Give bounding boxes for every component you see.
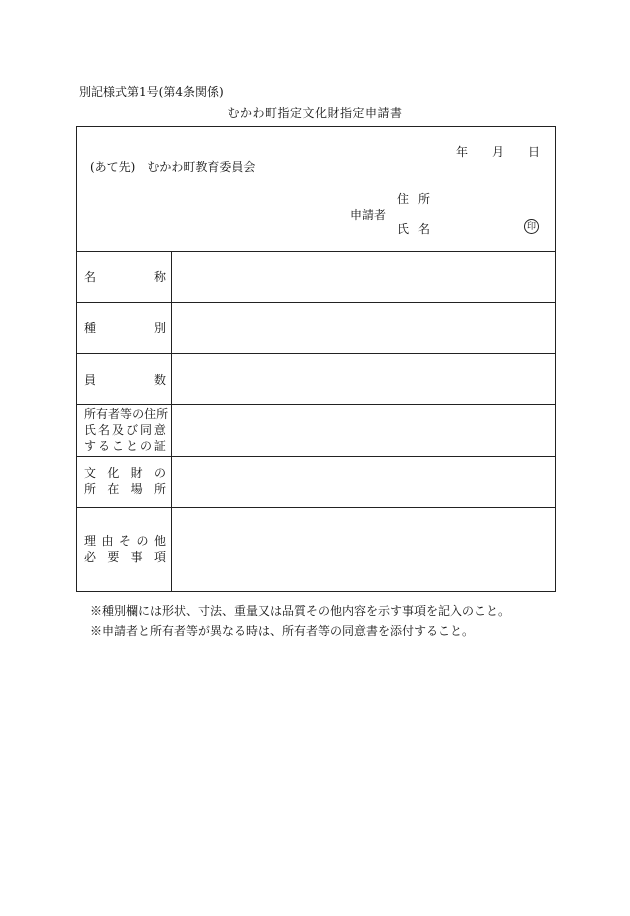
addressee: (あて先) むかわ町教育委員会 xyxy=(90,160,256,174)
seal-mark: 印 xyxy=(524,219,539,234)
row-label-count: 員 数 xyxy=(84,373,166,387)
divider-row-4 xyxy=(77,456,555,457)
divider-row-3 xyxy=(77,404,555,405)
note-consent: ※申請者と所有者等が異なる時は、所有者等の同意書を添付すること。 xyxy=(90,624,475,638)
application-form-table xyxy=(76,126,556,592)
row-label-type: 種 別 xyxy=(84,321,166,335)
form-number: 別記様式第1号(第4条関係) xyxy=(79,85,224,99)
row-label-location: 文 化 財 の 所 在 場 所 xyxy=(84,466,166,496)
note-type-field: ※種別欄には形状、寸法、重量又は品質その他内容を示す事項を記入のこと。 xyxy=(90,604,511,618)
date-day-label: 日 xyxy=(528,145,541,159)
date-year-label: 年 xyxy=(456,145,469,159)
divider-row-2 xyxy=(77,353,555,354)
document-title: むかわ町指定文化財指定申請書 xyxy=(227,106,403,120)
label-column-divider xyxy=(171,251,172,591)
name-label: 氏名 xyxy=(397,222,440,236)
divider-row-1 xyxy=(77,302,555,303)
row-label-owner-consent: 所 有 者 等 の 住 所 氏 名 及 び 同 意 す る こ と の 証 xyxy=(84,407,169,453)
row-label-name: 名 称 xyxy=(84,270,166,284)
divider-row-5 xyxy=(77,507,555,508)
divider-header xyxy=(77,251,555,252)
address-label: 住所 xyxy=(397,192,440,206)
date-month-label: 月 xyxy=(492,145,505,159)
applicant-label: 申請者 xyxy=(350,208,387,222)
row-label-reason: 理 由 そ の 他 必 要 事 項 xyxy=(84,534,166,564)
